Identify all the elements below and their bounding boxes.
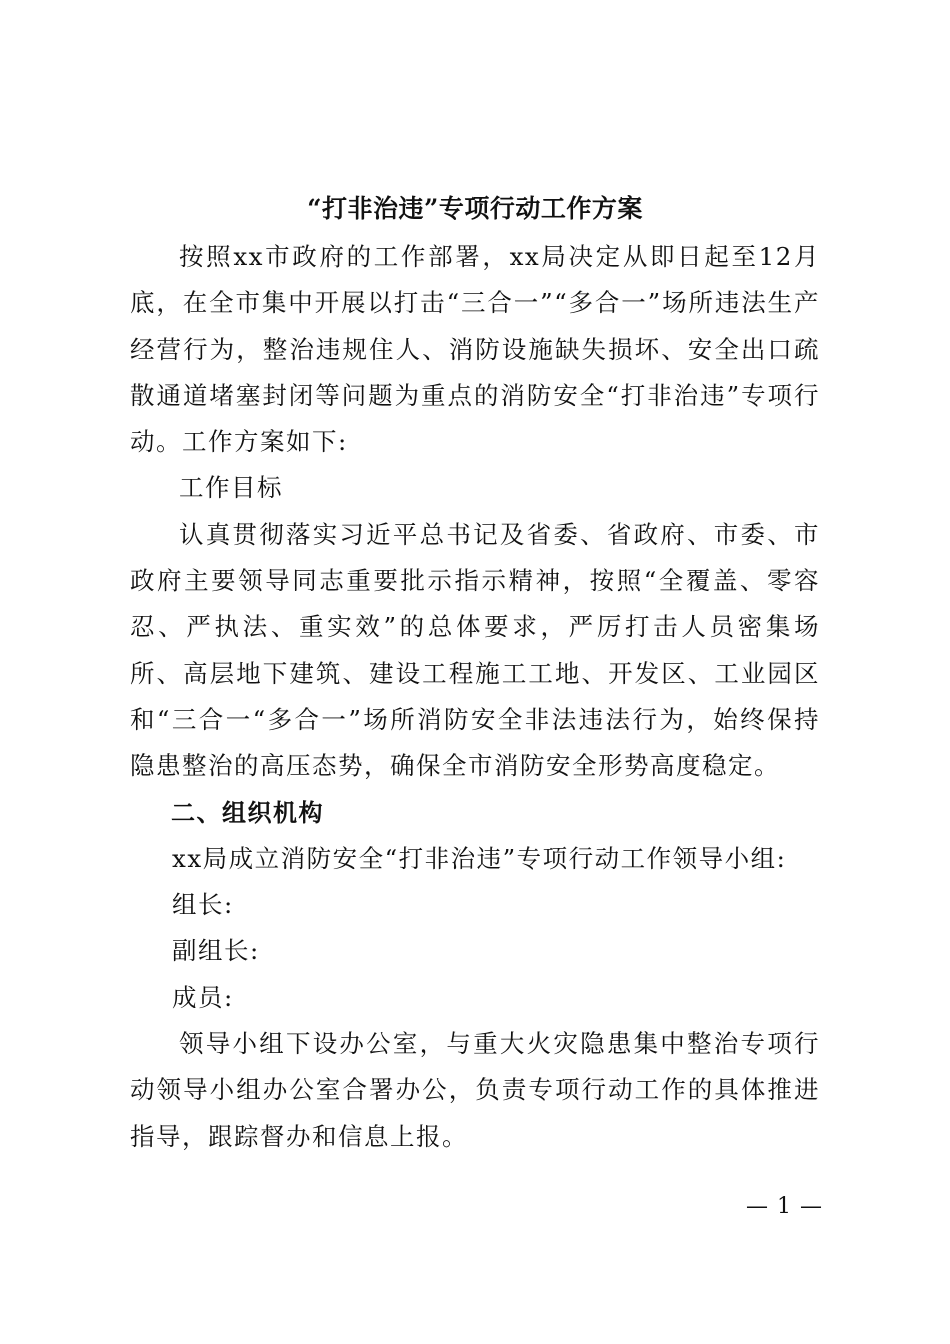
intro-paragraph: 按照xx市政府的工作部署，xx局决定从即日起至12月底，在全市集中开展以打击“三合一”“多合一”场所违法生产经营行为，整治违规住人、消防设施缺失损坏、安全出口疏散通道堵塞封闭等问题为重点的消防安全“打非治违”专项行动。工作方案如下: [130,242,820,457]
leader-label: 组长: [172,890,234,920]
document-body [130,234,820,1160]
goals-paragraph: 认真贯彻落实习近平总书记及省委、省政府、市委、市政府主要领导同志重要批示指示精神，按照“全覆盖、零容忍、严执法、重实效”的总体要求，严厉打击人员密集场所、高层地下建筑、建设工程施工工地、开发区、工业园区和“三合一“多合一”场所消防安全非法违法行为，始终保持隐患整治的高压态势，确保全市消防安全形势高度稳定。 [130,519,820,781]
office-paragraph: 领导小组下设办公室，与重大火灾隐患集中整治专项行动领导小组办公室合署办公，负责专项行动工作的具体推进指导，跟踪督办和信息上报。 [130,1029,820,1151]
section-heading-organization: 二、组织机构 [171,798,324,827]
page-number: — 1 — [746,1194,823,1219]
document-title: “打非治违”专项行动工作方案 [307,194,643,223]
members-label: 成员: [172,982,234,1012]
section-title-goals: 工作目标 [179,473,283,503]
organization-intro: xx局成立消防安全“打非治违”专项行动工作领导小组: [172,843,787,873]
deputy-leader-label: 副组长: [172,936,260,966]
